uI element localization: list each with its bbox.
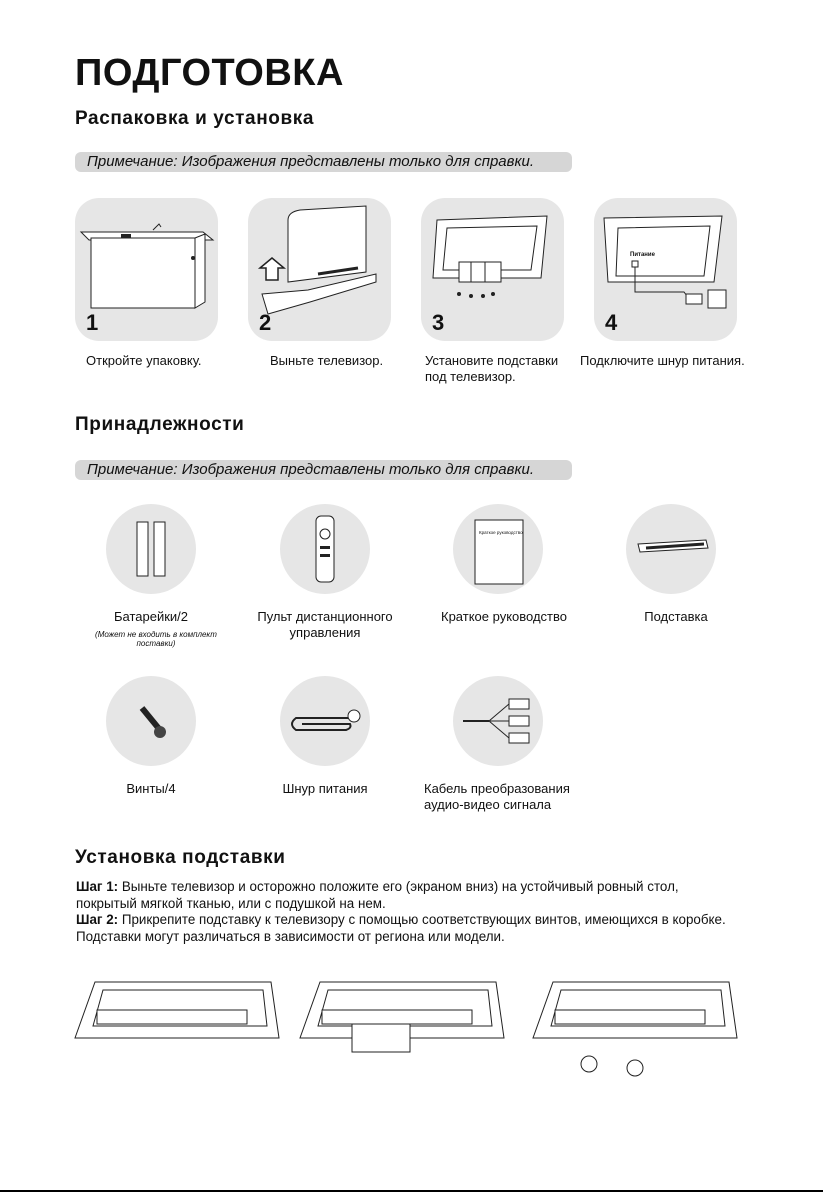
stand-image: [626, 504, 716, 594]
manual-label: Краткое руководство: [441, 609, 567, 624]
power-label: Питание: [630, 252, 655, 258]
step-1-caption: Откройте упаковку.: [86, 353, 202, 368]
stand-heading: Установка подставки: [75, 847, 286, 868]
power-cord-image: [280, 676, 370, 766]
remote-icon: [280, 504, 370, 594]
battery-icon: [106, 504, 196, 594]
accessories-note: Примечание: Изображения представлены только для справки.: [75, 460, 572, 480]
step1-text: Выньте телевизор и осторожно положите его (экраном вниз) на устойчивый ровный стол, покрытый мягкой тканью, или с подушкой на нем.: [76, 879, 679, 911]
step-2-card: [248, 198, 391, 341]
step-2-caption: Выньте телевизор.: [270, 353, 384, 368]
power-cord-label: Шнур питания: [282, 781, 368, 796]
remote-label-line1: Пульт дистанционного: [257, 609, 393, 624]
step2-label: Шаг 2:: [76, 912, 119, 927]
batteries-label: Батарейки/2: [113, 609, 189, 624]
diagram-2: [300, 982, 504, 1052]
diagram-3: [533, 982, 737, 1076]
accessories-heading: Принадлежности: [75, 414, 245, 435]
step-4-caption: Подключите шнур питания.: [580, 353, 745, 368]
stand-label: Подставка: [644, 609, 708, 624]
page-title: ПОДГОТОВКА: [75, 52, 344, 94]
batteries-image: [106, 504, 196, 594]
remote-label-line2: управления: [289, 625, 361, 640]
step-4-number: 4: [605, 310, 618, 335]
screw-icon: [106, 676, 196, 766]
stand-instructions: [76, 879, 736, 945]
step-3-number: 3: [432, 310, 445, 335]
step-3-caption-line1: Установите подставки: [425, 353, 559, 368]
step2-text: Прикрепите подставку к телевизору с помощью соответствующих винтов, имеющихся в коробке. Подставки могут различаться в зависимости от региона или модели.: [76, 912, 726, 944]
step-4-card: [594, 198, 737, 341]
unpack-heading: Распаковка и установка: [75, 108, 315, 129]
booklet-icon: [453, 504, 543, 594]
step-2-number: 2: [259, 310, 272, 335]
stand-install-diagrams: [75, 978, 735, 1078]
unpack-note: Примечание: Изображения представлены только для справки.: [75, 152, 572, 172]
step-3-caption-line2: под телевизор.: [425, 369, 516, 384]
booklet-cover-text: Краткое руководство: [479, 530, 523, 535]
step1-label: Шаг 1:: [76, 879, 119, 894]
diagram-1: [75, 982, 279, 1038]
av-cable-label-line2: аудио-видео сигнала: [424, 797, 552, 812]
step-1-card: [75, 198, 218, 341]
remote-image: [280, 504, 370, 594]
batteries-sublabel: (Может не входить в комплект поставки): [95, 630, 217, 648]
screws-label: Винты/4: [126, 781, 176, 796]
av-cable-icon: [453, 676, 543, 766]
screws-image: [106, 676, 196, 766]
av-cable-image: [453, 676, 543, 766]
cord-icon: [280, 676, 370, 766]
step-3-card: [421, 198, 564, 341]
manual-image: [453, 504, 543, 594]
step-1-number: 1: [86, 310, 99, 335]
stand-icon: [626, 504, 716, 594]
av-cable-label-line1: Кабель преобразования: [424, 781, 570, 796]
